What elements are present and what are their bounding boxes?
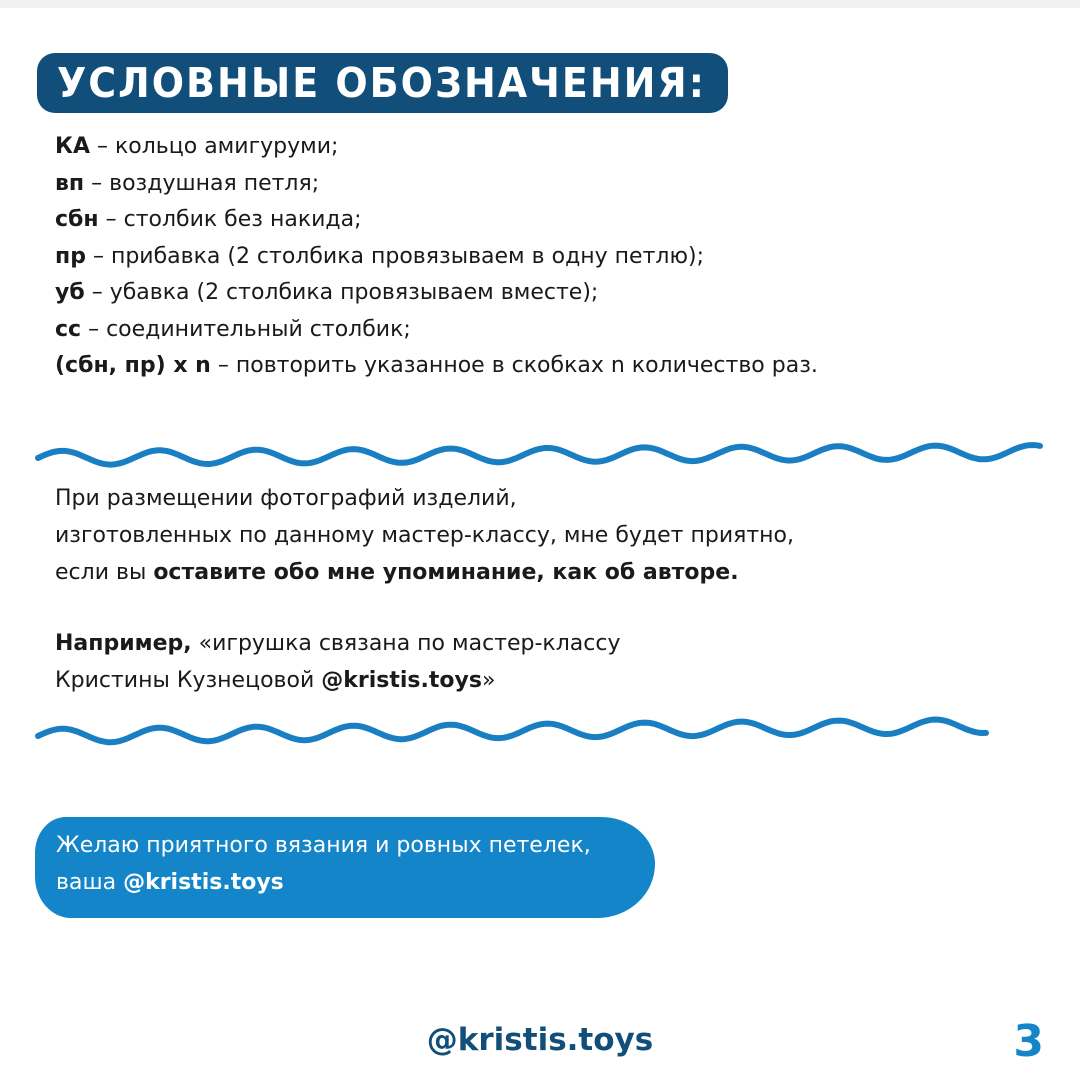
photo-note-line: изготовленных по данному мастер-классу, мне будет приятно,	[55, 523, 795, 548]
wish-line: Желаю приятного вязания и ровных петелек,	[56, 833, 591, 858]
page-title: УСЛОВНЫЕ ОБОЗНАЧЕНИЯ:	[57, 59, 706, 107]
photo-note-line	[55, 554, 794, 591]
legend-abbr: вп	[55, 170, 85, 196]
legend-abbr: сбн	[55, 207, 99, 232]
wish-handle: @kristis.toys	[123, 870, 284, 895]
photo-note-emphasis: оставите обо мне упоминание, как об авторе.	[153, 560, 739, 585]
legend-desc: – убавка (2 столбика провязываем вместе);	[84, 280, 599, 305]
wave-divider-bottom	[38, 720, 986, 743]
footer-handle[interactable]: @kristis.toys	[426, 1022, 654, 1058]
legend-desc: – соединительный столбик;	[81, 316, 411, 342]
legend-desc: – столбик без накида;	[98, 207, 362, 232]
example-line	[55, 625, 620, 662]
example-label: Например,	[55, 631, 192, 656]
example-author: Кристины Кузнецовой	[55, 668, 322, 693]
wish-prefix: ваша	[56, 870, 124, 895]
photo-note-line: При размещении фотографий изделий,	[55, 486, 517, 511]
legend-desc: – повторить указанное в скобках n количество раз.	[210, 353, 818, 378]
legend-abbr: (сбн, пр) х n	[55, 353, 211, 378]
photo-note-prefix: если вы	[55, 560, 154, 585]
legend-abbr: КА	[55, 134, 91, 159]
example-text: «игрушка связана по мастер-классу	[191, 631, 621, 656]
legend-abbr: сс	[55, 316, 82, 342]
example-line	[55, 662, 620, 699]
legend-desc: – прибавка (2 столбика провязываем в одну петлю);	[85, 243, 704, 269]
wish-text	[56, 827, 591, 901]
legend-desc: – воздушная петля;	[84, 170, 320, 196]
example-note	[55, 625, 620, 699]
page-number: 3	[1013, 1016, 1044, 1067]
example-handle: @kristis.toys	[321, 668, 482, 693]
example-quote-close: »	[481, 668, 496, 693]
photo-note	[55, 480, 794, 591]
legend-abbr: уб	[55, 280, 85, 305]
legend-abbr: пр	[55, 243, 86, 269]
wish-line	[56, 864, 591, 901]
wave-divider-top	[38, 445, 1040, 465]
legend-desc: – кольцо амигуруми;	[90, 134, 339, 159]
